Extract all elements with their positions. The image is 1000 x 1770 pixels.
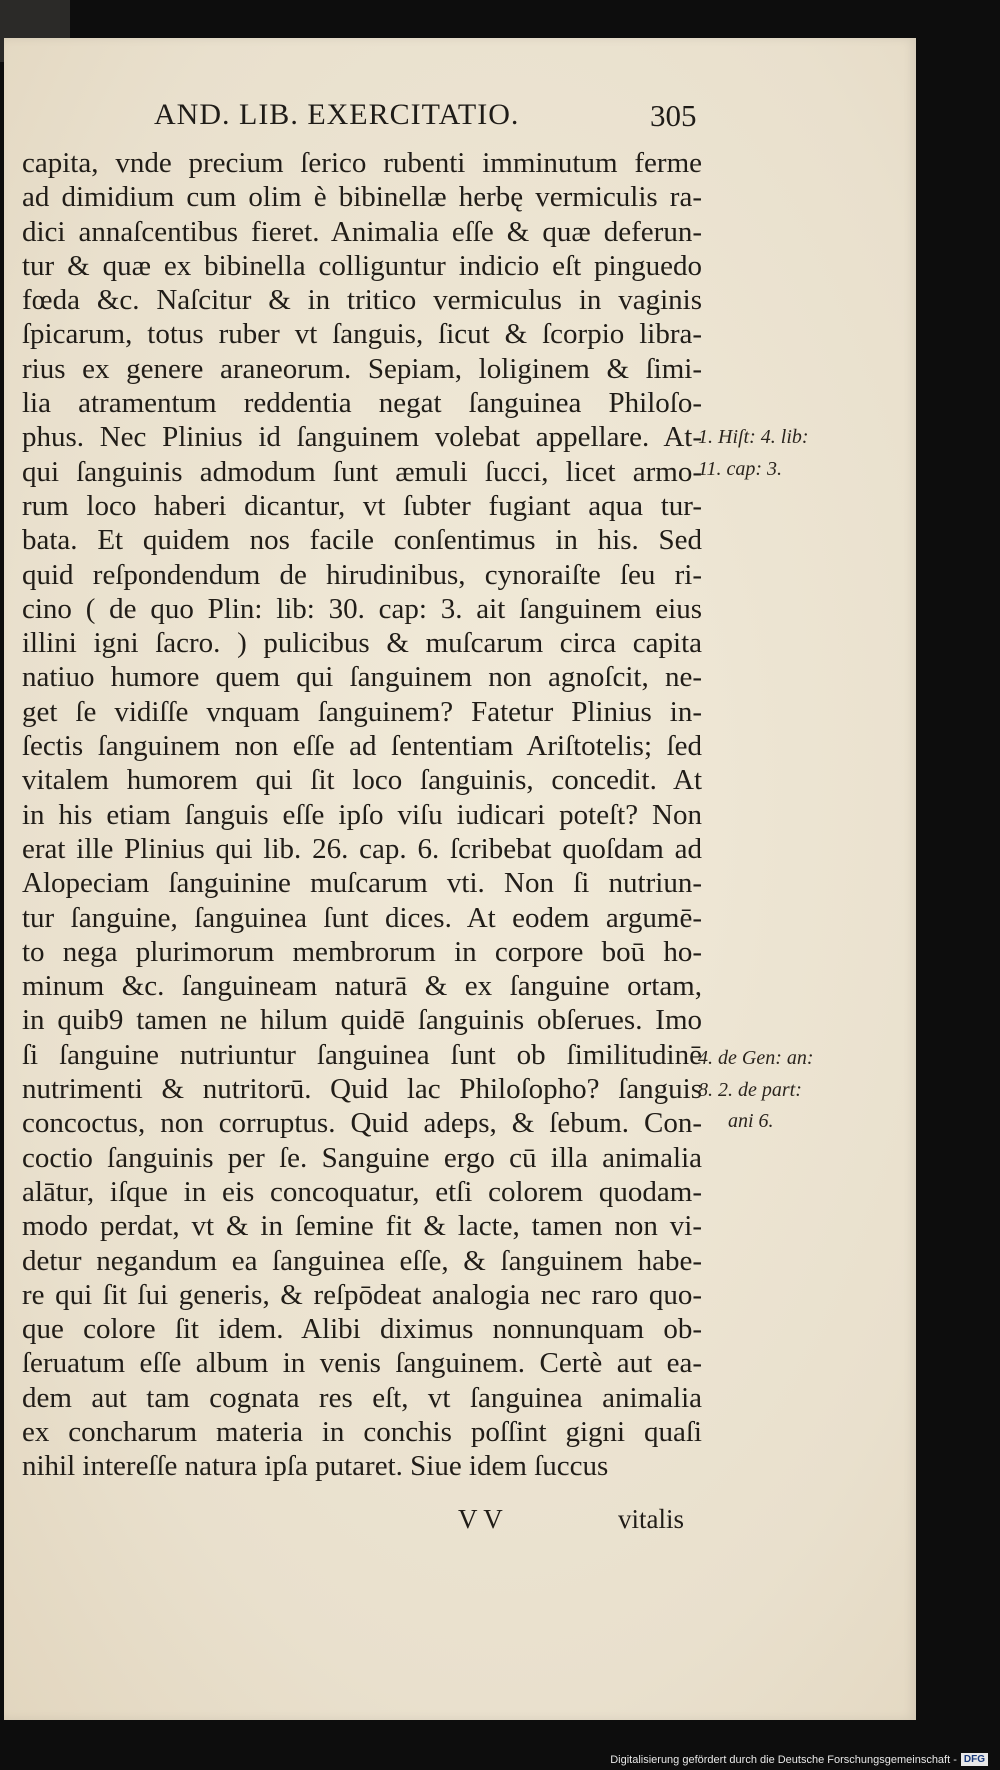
text-line: minum &c. ſanguineam naturā & ex ſanguine ortam, <box>22 970 702 1003</box>
margin-note: 8. 2. de part: <box>698 1079 802 1101</box>
catchword: vitalis <box>618 1504 684 1534</box>
text-line: in his etiam ſanguis eſſe ipſo viſu iudicari poteſt? Non <box>22 798 702 831</box>
text-line: Alopeciam ſanguinine muſcarum vti. Non ſi nutriun- <box>22 867 702 900</box>
text-line: concoctus, non corruptus. Quid adeps, & ſebum. Con- <box>22 1107 702 1140</box>
text-line: tur & quæ ex bibinella colliguntur indicio eſt pinguedo <box>22 249 702 282</box>
signature-mark: V V <box>458 1504 503 1534</box>
margin-note: ani 6. <box>728 1110 774 1132</box>
text-line: phus. Nec Plinius id ſanguinem volebat appellare. At- <box>22 421 702 454</box>
text-line: in quib9 tamen ne hilum quidē ſanguinis obſerues. Imo <box>22 1004 702 1037</box>
margin-note: 1. Hiſt: 4. lib: <box>698 426 809 448</box>
text-line: ſpicarum, totus ruber vt ſanguis, ſicut & ſcorpio libra- <box>22 318 702 351</box>
page-number: 305 <box>650 98 697 133</box>
text-line: natiuo humore quem qui ſanguinem non agnoſcit, ne- <box>22 661 702 694</box>
text-line: cino ( de quo Plin: lib: 30. cap: 3. ait ſanguinem eius <box>22 592 702 625</box>
margin-note: 4. de Gen: an: <box>698 1047 814 1069</box>
text-line: bata. Et quidem nos facile conſentimus in his. Sed <box>22 524 702 557</box>
text-line: dici annaſcentibus fieret. Animalia eſſe & quæ deferun- <box>22 215 702 248</box>
text-line: lia atramentum reddentia negat ſanguinea Philoſo- <box>22 387 702 420</box>
text-line: ſectis ſanguinem non eſſe ad ſententiam Ariſtotelis; ſed <box>22 730 702 763</box>
body-text <box>22 146 702 1484</box>
footer-credit <box>610 1753 988 1766</box>
dfg-logo: DFG <box>961 1753 988 1766</box>
text-line: rum loco haberi dicantur, vt ſubter fugiant aqua tur- <box>22 489 702 522</box>
running-head: AND. LIB. EXERCITATIO. <box>154 98 520 131</box>
text-line: que colore ſit idem. Alibi diximus nonnunquam ob- <box>22 1313 702 1346</box>
text-line: quid reſpondendum de hirudinibus, cynoraiſte ſeu ri- <box>22 558 702 591</box>
text-line: erat ille Plinius qui lib. 26. cap. 6. ſcribebat quoſdam ad <box>22 832 702 865</box>
text-line: ſi ſanguine nutriuntur ſanguinea ſunt ob ſimilitudinē <box>22 1038 702 1071</box>
text-line: capita, vnde precium ſerico rubenti imminutum ferme <box>22 147 702 179</box>
text-line: coctio ſanguinis per ſe. Sanguine ergo cū illa animalia <box>22 1141 702 1174</box>
text-line: illini igni ſacro. ) pulicibus & muſcarum circa capita <box>22 627 702 660</box>
credit-text: Digitalisierung gefördert durch die Deutsche Forschungsgemeinschaft - <box>610 1753 957 1766</box>
text-line: ex concharum materia in conchis poſſint gigni quaſi <box>22 1415 702 1448</box>
text-line: vitalem humorem qui ſit loco ſanguinis, concedit. At <box>22 764 702 797</box>
text-line: qui ſanguinis admodum ſunt æmuli ſucci, licet armo- <box>22 455 702 488</box>
text-line: fœda &c. Naſcitur & in tritico vermiculus in vaginis <box>22 284 702 317</box>
text-line: get ſe vidiſſe vnquam ſanguinem? Fatetur Plinius in- <box>22 695 702 728</box>
text-line: to nega plurimorum membrorum in corpore boū ho- <box>22 935 702 968</box>
text-line: modo perdat, vt & in ſemine fit & lacte, tamen non vi- <box>22 1210 702 1243</box>
text-line: rius ex genere araneorum. Sepiam, loliginem & ſimi- <box>22 352 702 385</box>
text-line: re qui ſit ſui generis, & reſpōdeat analogia nec raro quo- <box>22 1278 702 1311</box>
text-line: tur ſanguine, ſanguinea ſunt dices. At eodem argumē- <box>22 901 702 934</box>
margin-note: 11. cap: 3. <box>698 458 783 480</box>
text-line: nutrimenti & nutritorū. Quid lac Philoſopho? ſanguis <box>22 1073 702 1106</box>
text-line: alātur, iſque in eis concoquatur, etſi colorem quodam- <box>22 1175 702 1208</box>
text-line: nihil intereſſe natura ipſa putaret. Siue idem ſuccus <box>22 1450 609 1483</box>
text-line: dem aut tam cognata res eſt, vt ſanguinea animalia <box>22 1381 702 1414</box>
book-page <box>4 38 916 1720</box>
text-line: ad dimidium cum olim è bibinellæ herbę vermiculis ra- <box>22 181 702 214</box>
text-line: ſeruatum eſſe album in venis ſanguinem. Certè aut ea- <box>22 1347 702 1380</box>
text-line: detur negandum ea ſanguinea eſſe, & ſanguinem habe- <box>22 1244 702 1277</box>
